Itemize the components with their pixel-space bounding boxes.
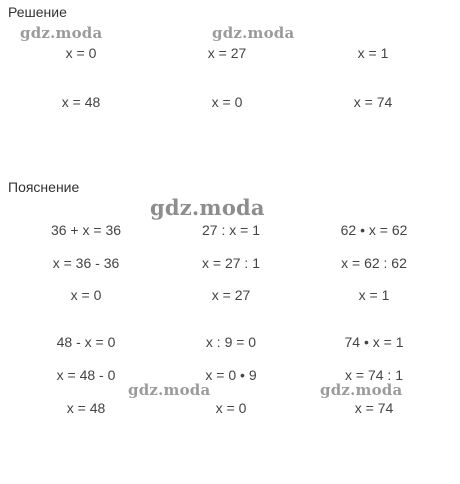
eq-b1-r2-c3: x = 62 : 62	[341, 255, 407, 271]
solution-answer-5: x = 0	[211, 94, 243, 110]
solution-answer-1: x = 0	[65, 45, 97, 61]
solution-heading: Решение	[8, 4, 67, 20]
eq-b2-r1-c3: 74 • x = 1	[344, 334, 404, 350]
eq-b2-r2-c3: x = 74 : 1	[345, 367, 403, 383]
eq-b1-r1-c3: 62 • x = 62	[340, 222, 408, 238]
eq-b2-r2-c2: x = 0 • 9	[205, 367, 257, 383]
eq-b1-r3-c3: x = 1	[358, 287, 390, 303]
eq-b2-r2-c1: x = 48 - 0	[56, 367, 116, 383]
eq-b2-r3-c3: x = 74	[354, 400, 394, 416]
eq-b1-r3-c2: x = 27	[211, 287, 251, 303]
eq-b1-r1-c1: 36 + x = 36	[50, 222, 122, 238]
watermark-top-left: gdz.moda	[20, 24, 103, 42]
eq-b2-r1-c2: x : 9 = 0	[205, 334, 257, 350]
watermark-middle: gdz.moda	[150, 195, 265, 220]
solution-answer-2: x = 27	[207, 45, 247, 61]
eq-b1-r1-c2: 27 : x = 1	[202, 222, 260, 238]
solution-answer-4: x = 48	[61, 94, 101, 110]
solution-answer-3: x = 1	[357, 45, 389, 61]
eq-b2-r1-c1: 48 - x = 0	[56, 334, 116, 350]
eq-b2-r3-c1: x = 48	[66, 400, 106, 416]
eq-b1-r2-c2: x = 27 : 1	[202, 255, 260, 271]
solution-answer-6: x = 74	[353, 94, 393, 110]
watermark-bottom-left: gdz.moda	[128, 381, 211, 399]
watermark-top-center: gdz.moda	[212, 24, 295, 42]
eq-b2-r3-c2: x = 0	[215, 400, 247, 416]
eq-b1-r2-c1: x = 36 - 36	[52, 255, 120, 271]
eq-b1-r3-c1: x = 0	[70, 287, 102, 303]
watermark-bottom-right: gdz.moda	[320, 381, 403, 399]
explanation-heading: Пояснение	[8, 179, 80, 195]
